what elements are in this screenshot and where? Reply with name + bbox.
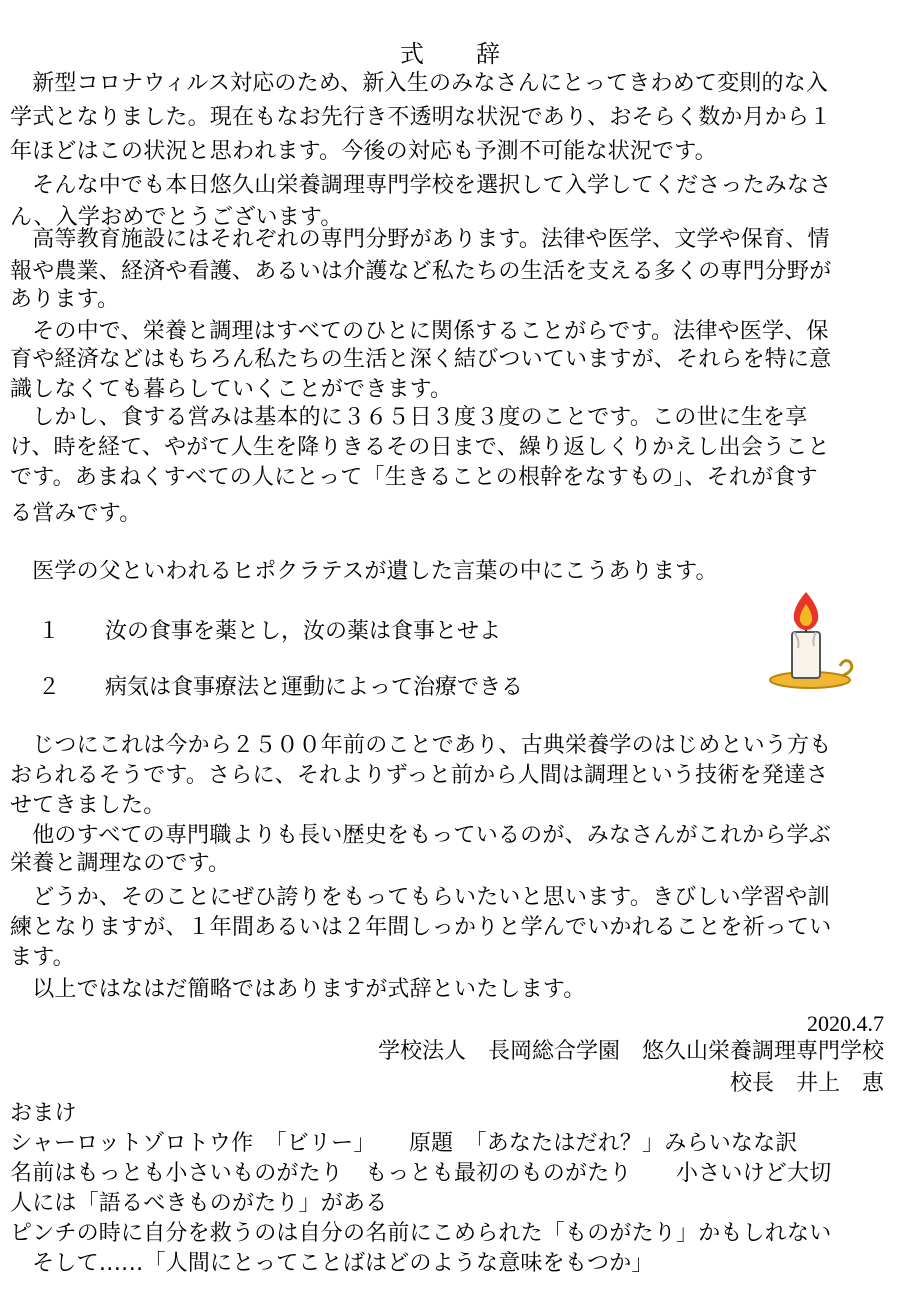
quote-text: 汝の食事を薬とし，汝の薬は食事とせよ bbox=[105, 619, 502, 644]
extra-heading: おまけ bbox=[10, 1101, 77, 1126]
closing-line: じつにこれは今から２５００年前のことであり、古典栄養学のはじめという方も bbox=[10, 733, 832, 758]
paragraph-line: そんな中でも本日悠久山栄養調理専門学校を選択して入学してくださったみなさ bbox=[10, 173, 832, 198]
paragraph-line: 学式となりました。現在もなお先行き不透明な状況であり、おそらく数か月から１ bbox=[10, 105, 832, 130]
paragraph-line: ん、入学おめでとうございます。 bbox=[10, 205, 343, 230]
paragraph-line: 育や経済などはもちろん私たちの生活と深く結びついていますが、それらを特に意 bbox=[10, 347, 832, 372]
signature-organization bbox=[378, 1038, 884, 1066]
candle-icon bbox=[760, 588, 860, 698]
paragraph-line: その中で、栄養と調理はすべてのひとに関係することがらです。法律や医学、保 bbox=[10, 319, 829, 344]
signature-group: 長岡総合学園 bbox=[487, 1039, 620, 1064]
closing-line: 栄養と調理なのです。 bbox=[10, 851, 231, 876]
closing-line: せてきました。 bbox=[10, 793, 166, 818]
signature-name: 井上 恵 bbox=[795, 1071, 884, 1096]
closing-line: 練となりますが、１年間あるいは２年間しっかりと学んでいかれることを祈ってい bbox=[10, 915, 832, 940]
paragraph-line: 高等教育施設にはそれぞれの専門分野があります。法律や医学、文学や保育、情 bbox=[10, 227, 830, 252]
quote-text: 病気は食事療法と運動によって治療できる bbox=[105, 675, 524, 700]
paragraph-line: 年ほどはこの状況と思われます。今後の対応も予測不可能な状況です。 bbox=[10, 139, 717, 164]
signature-school: 悠久山栄養調理専門学校 bbox=[641, 1039, 884, 1064]
closing-line: 以上ではなはだ簡略ではありますが式辞といたします。 bbox=[10, 977, 586, 1002]
extra-line: そして‥‥‥「人間にとってことばはどのような意味をもつか」 bbox=[10, 1251, 654, 1276]
signature-corporation: 学校法人 bbox=[377, 1039, 466, 1064]
paragraph-line: です。あまねくすべての人にとって「生きることの根幹をなすもの」、それが食す bbox=[10, 465, 818, 490]
paragraph-line: 報や農業、経済や看護、あるいは介護など私たちの生活を支える多くの専門分野が bbox=[10, 259, 832, 284]
document-date: 2020.4.7 bbox=[807, 1011, 884, 1036]
hippocrates-intro: 医学の父といわれるヒポクラテスが遺した言葉の中にこうあります。 bbox=[10, 559, 718, 584]
signature-person bbox=[730, 1070, 884, 1098]
paragraph-line: あります。 bbox=[10, 287, 120, 312]
signature-role: 校長 bbox=[729, 1071, 774, 1096]
quote-number: ２ bbox=[38, 675, 61, 700]
closing-line: ます。 bbox=[10, 945, 75, 970]
closing-line: 他のすべての専門職よりも長い歴史をもっているのが、みなさんがこれから学ぶ bbox=[10, 823, 831, 848]
extra-line: 人には「語るべきものがたり」がある bbox=[10, 1191, 388, 1216]
extra-line: 名前はもっとも小さいものがたり もっとも最初のものがたり 小さいけど大切 bbox=[10, 1161, 832, 1186]
title-char-1: 式 bbox=[400, 40, 424, 68]
extra-line: ピンチの時に自分を救うのは自分の名前にこめられた「ものがたり」かもしれない bbox=[10, 1221, 832, 1246]
quote-number: １ bbox=[38, 619, 61, 644]
paragraph-line: け、時を経て、やがて人生を降りきるその日まで、繰り返しくりかえし出会うこと bbox=[10, 435, 830, 460]
closing-line: どうか、そのことにぜひ誇りをもってもらいたいと思います。きびしい学習や訓 bbox=[10, 885, 830, 910]
title-char-2: 辞 bbox=[476, 40, 500, 68]
closing-line: おられるそうです。さらに、それよりずっと前から人間は調理という技術を発達さ bbox=[10, 763, 829, 788]
paragraph-line: しかし、食する営みは基本的に３６５日３度３度のことです。この世に生を享 bbox=[10, 405, 808, 430]
extra-line: シャーロットゾロトウ作 「ビリー」 原題 「あなたはだれ？」みらいなな訳 bbox=[10, 1131, 798, 1156]
paragraph-line: る営みです。 bbox=[10, 501, 142, 526]
document-title bbox=[0, 40, 900, 68]
paragraph-line: 新型コロナウィルス対応のため、新入生のみなさんにとってきわめて変則的な入 bbox=[10, 71, 829, 96]
paragraph-line: 識しなくても暮らしていくことができます。 bbox=[10, 377, 453, 402]
